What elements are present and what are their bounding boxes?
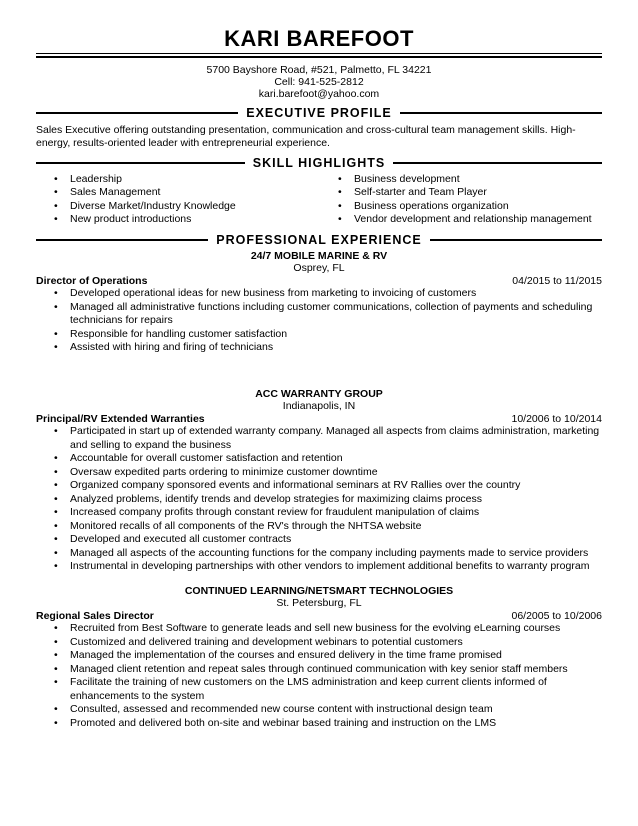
- skills-column-left: [36, 173, 320, 227]
- job-bullet: • Developed operational ideas for new business from marketing to invoicing of customers: [36, 287, 602, 301]
- job-role-row: [36, 275, 602, 288]
- job-bullet: • Customized and delivered training and development webinars to potential customers: [36, 636, 602, 650]
- job-bullet: • Consulted, assessed and recommended new course content with instructional design team: [36, 703, 602, 717]
- job-bullet: • Organized company sponsored events and informational seminars at RV Rallies over the country: [36, 479, 602, 493]
- company-location: Indianapolis, IN: [282, 400, 356, 413]
- divider: [393, 162, 602, 164]
- skill-item: • Business development: [320, 173, 602, 187]
- skill-item: • Leadership: [36, 173, 320, 187]
- job-bullet: • Monitored recalls of all components of the RV's through the NHTSA website: [36, 520, 602, 534]
- divider: [400, 112, 602, 114]
- skill-item: • New product introductions: [36, 213, 320, 227]
- section-title: PROFESSIONAL EXPERIENCE: [216, 232, 422, 247]
- job-bullet: • Facilitate the training of new customers on the LMS administration and keep current clients informed of enhancements to the system: [36, 676, 602, 703]
- job-bullet: • Assisted with hiring and firing of technicians: [36, 341, 602, 355]
- skill-item: • Vendor development and relationship management: [320, 213, 602, 227]
- header-rule-thick: [36, 56, 602, 58]
- section-title: SKILL HIGHLIGHTS: [252, 155, 386, 170]
- divider: [36, 112, 238, 114]
- section-header-skills: [36, 155, 602, 171]
- company-name: 24/7 MOBILE MARINE & RV: [250, 249, 388, 262]
- divider: [36, 162, 245, 164]
- skill-item: • Sales Management: [36, 186, 320, 200]
- job-bullet: • Responsible for handling customer satisfaction: [36, 328, 602, 342]
- skill-item: • Self-starter and Team Player: [320, 186, 602, 200]
- job-bullet: • Managed all administrative functions including customer communications, collection of payments and scheduling technicians for repairs: [36, 301, 602, 328]
- skill-item: • Business operations organization: [320, 200, 602, 214]
- job-dates: 10/2006 to 10/2014: [511, 412, 602, 425]
- job-bullet: • Instrumental in developing partnerships with other vendors to implement additional benefits to warranty program: [36, 560, 602, 574]
- job-bullet: • Recruited from Best Software to generate leads and sell new business for the evolving eLearning courses: [36, 622, 602, 636]
- phone: Cell: 941-525-2812: [274, 76, 364, 88]
- header-rule-thin: [36, 53, 602, 54]
- section-header-experience: [36, 232, 602, 248]
- job-bullet: • Promoted and delivered both on-site and webinar based training and instruction on the LMS: [36, 717, 602, 731]
- job-bullet: • Developed and executed all customer contracts: [36, 533, 602, 547]
- job-entry: [36, 250, 602, 355]
- job-title: Regional Sales Director: [36, 609, 154, 622]
- job-bullets: [36, 287, 602, 355]
- company-location: St. Petersburg, FL: [276, 597, 362, 610]
- skills-column-right: [320, 173, 602, 227]
- divider: [430, 239, 602, 241]
- job-role-row: [36, 413, 602, 426]
- job-bullet: • Managed client retention and repeat sales through continued communication with key senior staff members: [36, 663, 602, 677]
- profile-text: Sales Executive offering outstanding presentation, communication and cross-cultural team management skills. High-energy, results-oriented leader with entrepreneurial experience.: [36, 124, 576, 149]
- divider: [36, 239, 208, 241]
- skill-item: • Diverse Market/Industry Knowledge: [36, 200, 320, 214]
- job-bullet: • Managed the implementation of the courses and ensured delivery in the time frame promised: [36, 649, 602, 663]
- job-bullet: • Increased company profits through constant review for fraudulent manipulation of claims: [36, 506, 602, 520]
- job-title: Director of Operations: [36, 274, 148, 287]
- job-bullet: • Managed all aspects of the accounting functions for the company including payments made to service providers: [36, 547, 602, 561]
- skills-list: [36, 173, 602, 227]
- job-bullet: • Oversaw expedited parts ordering to minimize customer downtime: [36, 466, 602, 480]
- contact-block: [36, 64, 602, 100]
- job-dates: 04/2015 to 11/2015: [512, 274, 602, 287]
- job-bullet: • Analyzed problems, identify trends and develop strategies for maximizing claims process: [36, 493, 602, 507]
- job-role-row: [36, 610, 602, 623]
- candidate-name: KARI BAREFOOT: [224, 26, 414, 51]
- job-entry: [36, 388, 602, 574]
- company-name: CONTINUED LEARNING/NETSMART TECHNOLOGIES: [184, 584, 454, 597]
- resume-page: [36, 0, 602, 730]
- section-header-profile: [36, 105, 602, 121]
- job-bullet: • Accountable for overall customer satisfaction and retention: [36, 452, 602, 466]
- job-bullet: • Participated in start up of extended warranty company. Managed all aspects from claims administration, marketing and selling to expand the business: [36, 425, 602, 452]
- section-title: EXECUTIVE PROFILE: [246, 106, 392, 120]
- address: 5700 Bayshore Road, #521, Palmetto, FL 34221: [206, 64, 432, 76]
- email: kari.barefoot@yahoo.com: [258, 88, 380, 100]
- job-bullets: [36, 622, 602, 730]
- job-dates: 06/2005 to 10/2006: [511, 609, 602, 622]
- company-name: ACC WARRANTY GROUP: [255, 387, 383, 400]
- job-bullets: [36, 425, 602, 574]
- job-title: Principal/RV Extended Warranties: [36, 412, 205, 425]
- company-location: Osprey, FL: [293, 262, 345, 275]
- job-entry: [36, 585, 602, 731]
